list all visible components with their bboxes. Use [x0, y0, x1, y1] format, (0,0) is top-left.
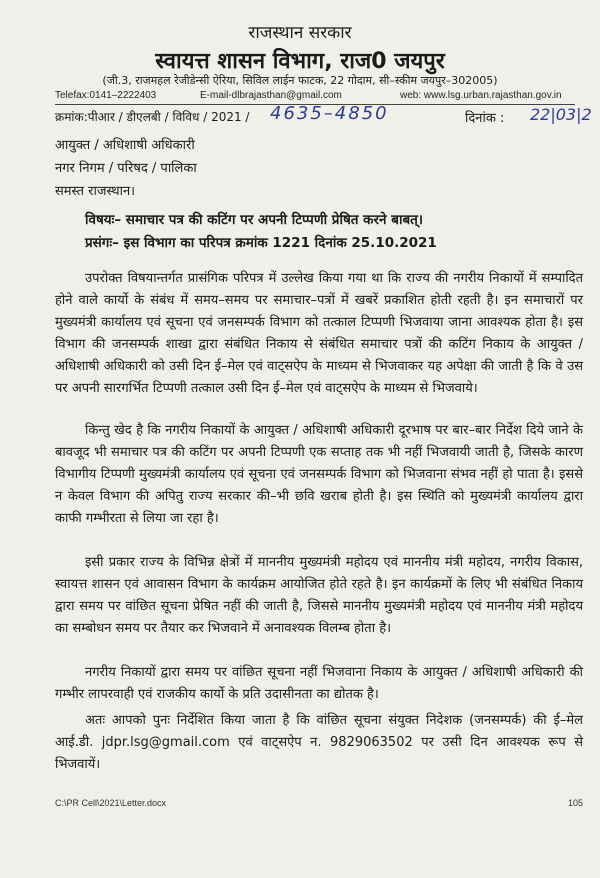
body-paragraph-3: इसी प्रकार राज्य के विभिन्न क्षेत्रों में माननीय मुख्यमंत्री महोदय एवं माननीय मंत्री महोदय, नगरीय विकास, स्वायत्त शासन एवं आवासन विभाग के कार्यक्रम आयोजित होते रहते है। इन कार्यक्रमों के लिए भी संबंधित निकाय द्वारा समय पर वांछित सूचना प्रेषित नहीं की जाती है, जिससे माननीय मुख्यमंत्री महोदय एवं माननीय मंत्री महोदय का सम्बोधन समय पर तैयार कर भिजवाने में अनावश्यक विलम्ब होता है।: [55, 555, 583, 636]
addressee-line-1: आयुक्त / अधिशाषी अधिकारी: [55, 138, 195, 153]
addressee-line-2: नगर निगम / परिषद / पालिका: [55, 161, 197, 176]
page-number: 105: [568, 798, 584, 808]
reference-line: प्रसंगः– इस विभाग का परिपत्र क्रमांक 1221 दिनांक 25.10.2021: [85, 235, 437, 251]
handwritten-date: 22|03|2: [530, 105, 592, 124]
addressee-line-3: समस्त राजस्थान।: [55, 184, 136, 199]
government-heading: राजस्थान सरकार: [248, 23, 352, 43]
telefax: Telefax:0141–2222403: [55, 90, 157, 101]
email-address: E-mail-dlbrajasthan@gmail.com: [200, 90, 342, 101]
body-paragraph-2: किन्तु खेद है कि नगरीय निकायों के आयुक्त / अधिशाषी अधिकारी दूरभाष पर बार–बार निर्देश दिये जाने के बावजूद भी समाचार पत्र की कटिंग पर अपनी टिप्पणी एक सप्ताह तक भी नहीं भिजवायी जाती है, जिसके कारण विभागीय टिप्पणी मुख्यमंत्री कार्यालय एवं सूचना एवं जनसम्पर्क विभाग को भिजवाना संभव नहीं हो पाता है। इससे न केवल विभाग की अपितु राज्य सरकार की–भी छवि खराब होती है। इस स्थिति को मुख्यमंत्री कार्यालय द्वारा काफी गम्भीरता से लिया जा रहा है।: [55, 423, 583, 526]
handwritten-number: 4635–4850: [270, 103, 389, 124]
date-label: दिनांक :: [465, 111, 505, 126]
body-paragraph-1: उपरोक्त विषयान्तर्गत प्रासंगिक परिपत्र में उल्लेख किया गया था कि राज्य की नगरीय निकायों में सम्पादित होने वाले कार्यो के संबंध में समय–समय पर समाचार–पत्रों में खबरें प्रकाशित होती रहती है। इन समाचारों पर मुख्यमंत्री कार्यालय एवं सूचना एवं जनसम्पर्क विभाग को तत्काल टिप्पणी भिजवाया जाना आवश्यक होता है। इस विभाग की जनसम्पर्क शाखा द्वारा संबंधित निकाय से संबंधित समाचार पत्रों की कटिंग निकाय के आयुक्त / अधिशाषी अधिकारी को उसी दिन ई–मेल एवं वाट्सऐप के माध्यम से भिजवाकर यह अपेक्षा की जाती है कि वे उस पर अपनी सारगर्भित टिप्पणी तत्काल उसी दिन ई–मेल एवं वाट्सऐप के माध्यम से भिजवाये।: [55, 271, 583, 396]
department-address: (जी.3, राजमहल रेजीडेन्सी ऐरिया, सिविल लाईन फाटक, 22 गोदाम, सी–स्कीम जयपुर–302005): [102, 74, 498, 87]
body-paragraph-4: नगरीय निकायों द्वारा समय पर वांछित सूचना नहीं भिजवाना निकाय के आयुक्त / अधिशाषी अधिकारी की गम्भीर लापरवाही एवं राजकीय कार्यो के प्रति उदासीनता का द्योतक है।: [55, 665, 583, 702]
department-heading: स्वायत्त शासन विभाग, राज0 जयपुर: [155, 49, 445, 74]
subject-line: विषयः– समाचार पत्र की कटिंग पर अपनी टिप्पणी प्रेषित करने बाबत्।: [85, 212, 423, 228]
file-path: C:\PR Cell\2021\Letter.docx: [55, 798, 167, 808]
body-paragraph-5: अतः आपको पुनः निर्देशित किया जाता है कि वांछित सूचना संयुक्त निदेशक (जनसम्पर्क) की ई–मेल आई.डी. jdpr.lsg@gmail.com एवं वाट्सऐप न. 9829063502 पर उसी दिन आवश्यक रूप से भिजवायें।: [55, 713, 583, 772]
website: web: www.lsg.urban.rajasthan.gov.in: [400, 90, 562, 101]
reference-number: क्रमांक:पीआर / डीएलबी / विविध / 2021 /: [55, 110, 250, 124]
